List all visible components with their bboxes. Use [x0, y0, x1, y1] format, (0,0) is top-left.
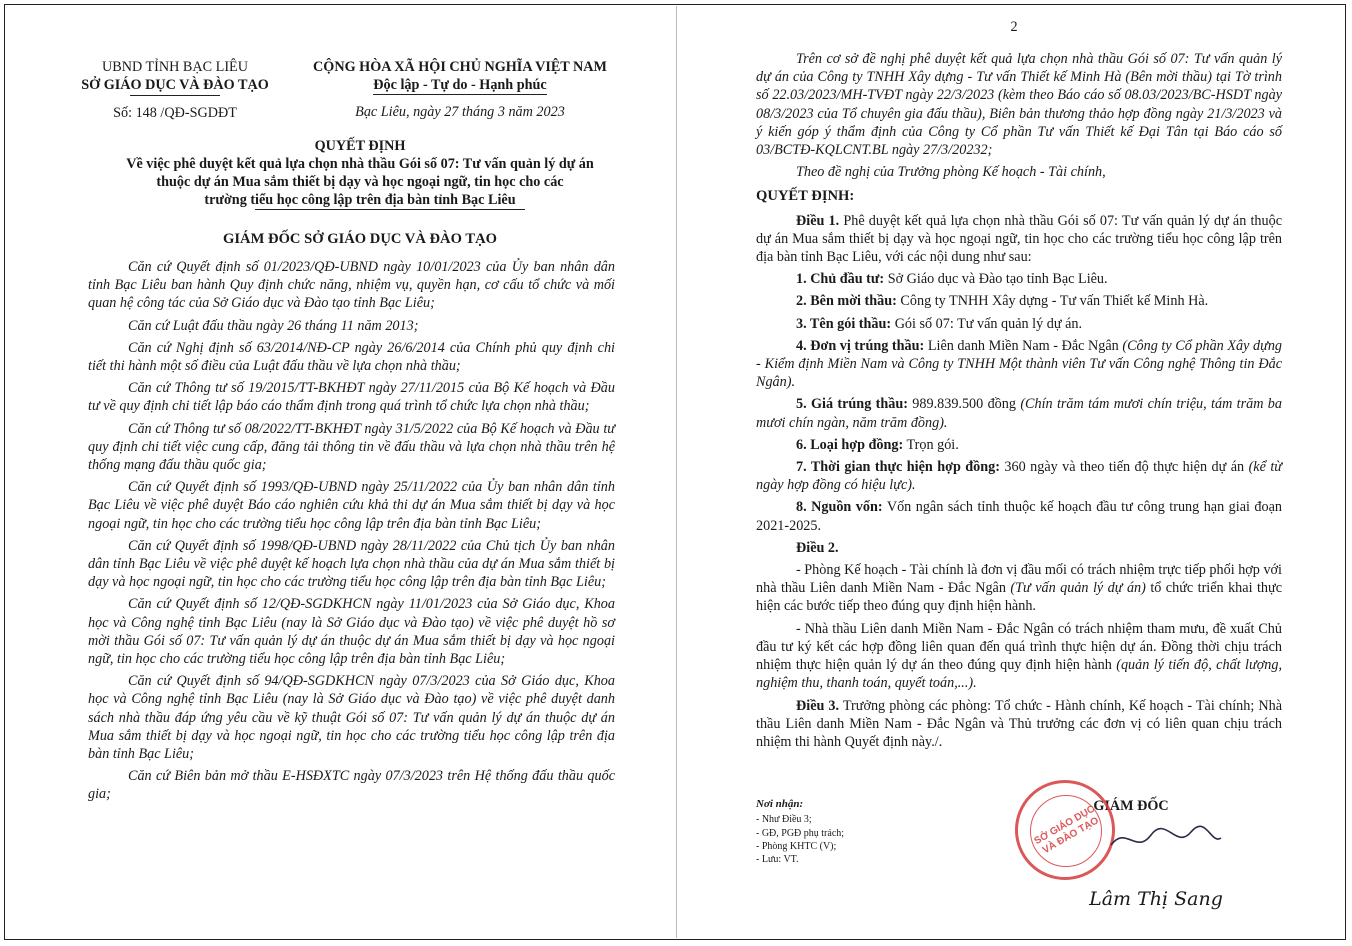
article-2-p2-a: - Nhà thầu Liên danh Miền Nam - Đắc Ngân có trách nhiệm tham mưu, đề xuất Chủ đầu tư ký kết các hợp đồng liên quan đến quá trình thực hiện dự án. Đồng thời chịu trách nhiệm thực hiện quản lý dự án theo đúng quy định hiện hành — [756, 620, 1282, 674]
item-4-note: (Công ty Cổ phần Xây dựng - Kiểm định Miền Nam và Công ty TNHH Một thành viên Tư vấn Công nghệ Thông tin Đắc Ngân). — [756, 337, 1283, 391]
item-3 — [756, 315, 1282, 333]
item-3-text: Gói số 07: Tư vấn quản lý dự án. — [891, 315, 1083, 332]
agency-line1: UBND TỈNH BẠC LIÊU — [102, 59, 248, 75]
recital-7: Căn cứ Quyết định số 1998/QĐ-UBND ngày 28/11/2022 của Chủ tịch Ủy ban nhân dân tỉnh Bạc Liêu về việc phê duyệt kế hoạch lựa chọn nhà thầu của dự án Mua sắm thiết bị dạy và học ngoại ngữ, tin học cho các trường tiểu học công lập trên địa bàn tỉnh Bạc Liêu; — [88, 537, 615, 591]
item-8 — [756, 498, 1282, 534]
item-2 — [756, 292, 1282, 310]
page-number: 2 — [1010, 19, 1018, 35]
item-1-text: Sở Giáo dục và Đào tạo tỉnh Bạc Liêu. — [884, 271, 1108, 288]
recital-10: Căn cứ Biên bản mở thầu E-HSĐXTC ngày 07/3/2023 trên Hệ thống đấu thầu quốc gia; — [88, 768, 615, 803]
recipients-label: Nơi nhận: — [756, 798, 804, 810]
nation-line2: Độc lập - Tự do - Hạnh phúc — [373, 76, 546, 95]
item-6 — [756, 436, 1282, 454]
item-5-text: 989.839.500 đồng — [907, 396, 1021, 413]
item-7-text: 360 ngày và theo tiến độ thực hiện dự án — [999, 459, 1249, 476]
recipient-1: - Như Điều 3; — [756, 814, 812, 826]
article-1-text: Phê duyệt kết quả lựa chọn nhà thầu Gói số 07: Tư vấn quản lý dự án thuộc dự án Mua sắm thiết bị dạy và học ngoại ngữ, tin học cho các trường tiểu học công lập trên địa bàn tỉnh Bạc Liêu, với các nội dung như sau: — [756, 212, 1282, 266]
article-2-label: Điều 2. — [796, 539, 839, 556]
article-2-p1-note: (Tư vấn quản lý dự án) — [1010, 580, 1146, 597]
article-3-label: Điều 3. — [796, 697, 840, 714]
recital-4: Căn cứ Thông tư số 19/2015/TT-BKHĐT ngày 27/11/2015 của Bộ Kế hoạch và Đầu tư về quy định chi tiết lập báo cáo thẩm định trong quá trình tổ chức lựa chọn nhà thầu; — [88, 380, 615, 415]
item-4 — [756, 337, 1282, 392]
subject-underline — [255, 209, 525, 210]
recital-8: Căn cứ Quyết định số 12/QĐ-SGDKHCN ngày 11/01/2023 của Sở Giáo dục, Khoa học và Công nghệ tỉnh Bạc Liêu (nay là Sở Giáo dục và Đào tạo) về việc phê duyệt hồ sơ mời thầu Gói số 07: Tư vấn quản lý dự án thuộc dự án Mua sắm thiết bị dạy và học ngoại ngữ, tin học cho các trường tiểu học công lập trên địa bàn tỉnh Bạc Liêu; — [88, 596, 615, 668]
page-2 — [676, 0, 1352, 946]
item-7 — [756, 458, 1282, 494]
agency-line2: SỞ GIÁO DỤC VÀ ĐÀO TẠO — [81, 77, 269, 94]
recital-3: Căn cứ Nghị định số 63/2014/NĐ-CP ngày 26/6/2014 của Chính phủ quy định chi tiết thi hành một số điều của Luật đấu thầu về lựa chọn nhà thầu; — [88, 339, 615, 375]
article-2-p1-b: tổ chức triển khai thực hiện các bước tiếp theo đúng quy định hiện hành. — [756, 580, 1282, 615]
item-7-label: 7. Thời gian thực hiện hợp đồng: — [796, 459, 1000, 476]
right-body — [756, 50, 1282, 755]
recipient-2: - GĐ, PGĐ phụ trách; — [756, 827, 845, 839]
item-2-label: 2. Bên mời thầu: — [796, 293, 897, 310]
item-8-text: Vốn ngân sách tỉnh thuộc kế hoạch đầu tư công trung hạn giai đoạn 2021-2025. — [756, 499, 1282, 534]
item-6-text: Trọn gói. — [903, 436, 959, 453]
item-4-text: Liên danh Miền Nam - Đắc Ngân — [924, 337, 1123, 354]
subject-line2: thuộc dự án Mua sắm thiết bị dạy và học ngoại ngữ, tin học cho các — [156, 174, 564, 190]
doc-number: Số: 148 /QĐ-SGDĐT — [113, 105, 237, 122]
proposal-line: Theo đề nghị của Trưởng phòng Kế hoạch - Tài chính, — [796, 164, 1106, 181]
date-line: Bạc Liêu, ngày 27 tháng 3 năm 2023 — [355, 104, 565, 121]
recital-9: Căn cứ Quyết định số 94/QĐ-SGDKHCN ngày 07/3/2023 của Sở Giáo dục, Khoa học và Công nghệ tỉnh Bạc Liêu (nay là Sở Giáo dục và Đào tạo) về việc phê duyệt danh sách nhà thầu đáp ứng yêu cầu về kỹ thuật Gói số 07: Tư vấn quản lý dự án thuộc dự án Mua sắm thiết bị dạy và học ngoại ngữ, tin học cho các trường tiểu học công lập trên địa bàn tỉnh Bạc Liêu; — [88, 673, 615, 763]
signer-title: GIÁM ĐỐC — [1093, 798, 1169, 814]
article-3-text: Trưởng phòng các phòng: Tổ chức - Hành chính, Kế hoạch - Tài chính; Nhà thầu Liên danh Miền Nam - Đắc Ngân và Thủ trưởng các đơn vị có liên quan chịu trách nhiệm thi hành Quyết định này./. — [756, 697, 1283, 750]
article-1 — [756, 212, 1282, 267]
item-5-label: 5. Giá trúng thầu: — [796, 396, 908, 413]
item-5-note: (Chín trăm tám mươi chín triệu, tám trăm ba mươi chín ngàn, năm trăm đồng). — [756, 396, 1282, 431]
item-4-label: 4. Đơn vị trúng thầu: — [796, 337, 925, 354]
item-8-label: 8. Nguồn vốn: — [796, 499, 883, 516]
article-2-para-1 — [756, 561, 1282, 616]
decision-heading: QUYẾT ĐỊNH: — [756, 188, 855, 205]
article-1-label: Điều 1. — [796, 212, 840, 229]
article-2-para-2 — [756, 620, 1282, 693]
subject-line1: Về việc phê duyệt kết quả lựa chọn nhà thầu Gói số 07: Tư vấn quản lý dự án — [126, 156, 594, 172]
item-2-text: Công ty TNHH Xây dựng - Tư vấn Thiết kế Minh Hà. — [896, 293, 1209, 310]
signature-mark — [1106, 820, 1226, 860]
article-2-p1-a: - Phòng Kế hoạch - Tài chính là đơn vị đầu mối có trách nhiệm trực tiếp phối hợp với nhà thầu Liên danh Miền Nam - Đắc Ngân — [756, 562, 1282, 597]
article-3 — [756, 697, 1282, 752]
article-2-p2-note: (quản lý tiến độ, chất lượng, nghiệm thu, thanh toán, quyết toán,...). — [756, 657, 1282, 692]
recital-1: Căn cứ Quyết định số 01/2023/QĐ-UBND ngày 10/01/2023 của Ủy ban nhân dân tỉnh Bạc Liêu ban hành Quy định chức năng, nhiệm vụ, quyền hạn, cơ cấu tổ chức và mối quan hệ công tác của Sở Giáo dục và Đào tạo tỉnh Bạc Liêu; — [88, 259, 615, 312]
subject-line3: trường tiểu học công lập trên địa bàn tỉnh Bạc Liêu — [204, 192, 516, 208]
recital-5: Căn cứ Thông tư số 08/2022/TT-BKHĐT ngày 31/5/2022 của Bộ Kế hoạch và Đầu tư quy định chi tiết việc cung cấp, đăng tải thông tin về đấu thầu và lựa chọn nhà thầu trên hệ thống mạng đấu thầu quốc gia; — [88, 420, 615, 474]
item-1-label: 1. Chủ đầu tư: — [796, 271, 885, 288]
recitals — [88, 258, 615, 808]
doc-type: QUYẾT ĐỊNH — [314, 138, 406, 154]
recipients-block — [756, 798, 916, 866]
recipient-4: - Lưu: VT. — [756, 854, 799, 866]
nation-line1: CỘNG HÒA XÃ HỘI CHỦ NGHĨA VIỆT NAM — [313, 59, 607, 75]
recital-2: Căn cứ Luật đấu thầu ngày 26 tháng 11 năm 2013; — [128, 317, 419, 334]
item-7-note: (kể từ ngày hợp đồng có hiệu lực). — [756, 459, 1282, 494]
nation-header — [290, 58, 630, 122]
signer-name: Lâm Thị Sang — [1089, 888, 1223, 910]
seal-text: SỞ GIÁO DỤC VÀ ĐÀO TẠO — [1032, 803, 1101, 857]
item-5 — [756, 395, 1282, 431]
recital-6: Căn cứ Quyết định số 1993/QĐ-UBND ngày 25/11/2022 của Ủy ban nhân dân tỉnh Bạc Liêu về việc phê duyệt Báo cáo nghiên cứu khả thi dự án Mua sắm thiết bị dạy và học ngoại ngữ, tin học cho các trường tiểu học công lập trên địa bàn tỉnh Bạc Liêu; — [88, 479, 615, 532]
item-1 — [756, 270, 1282, 288]
agency-underline — [130, 95, 220, 96]
recital-continued: Trên cơ sở đề nghị phê duyệt kết quả lựa chọn nhà thầu Gói số 07: Tư vấn quản lý dự án của Công ty TNHH Xây dựng - Tư vấn Thiết kế Minh Hà (Bên mời thầu) tại Tờ trình số 22.03/2023/MH-TVĐT ngày 22/3/2023 (kèm theo Báo cáo số 08.03/2023/BC-HSDT ngày 08/3/2023 của Tổ chuyên gia đấu thầu), Biên bản thương thảo hợp đồng ngày 21/3/2023 và ý kiến góp ý thẩm định của Công ty Cổ phần Tư vấn Thiết kế Đại Tân tại Báo cáo số 03/BCTĐ-KQLCNT.BL ngày 27/3/20232; — [756, 51, 1282, 159]
item-3-label: 3. Tên gói thầu: — [796, 315, 892, 332]
item-6-label: 6. Loại hợp đồng: — [796, 436, 904, 453]
recipient-3: - Phòng KHTC (V); — [756, 840, 837, 852]
issuer-title: GIÁM ĐỐC SỞ GIÁO DỤC VÀ ĐÀO TẠO — [223, 231, 497, 247]
official-seal — [1015, 780, 1115, 880]
agency-header — [70, 58, 280, 123]
